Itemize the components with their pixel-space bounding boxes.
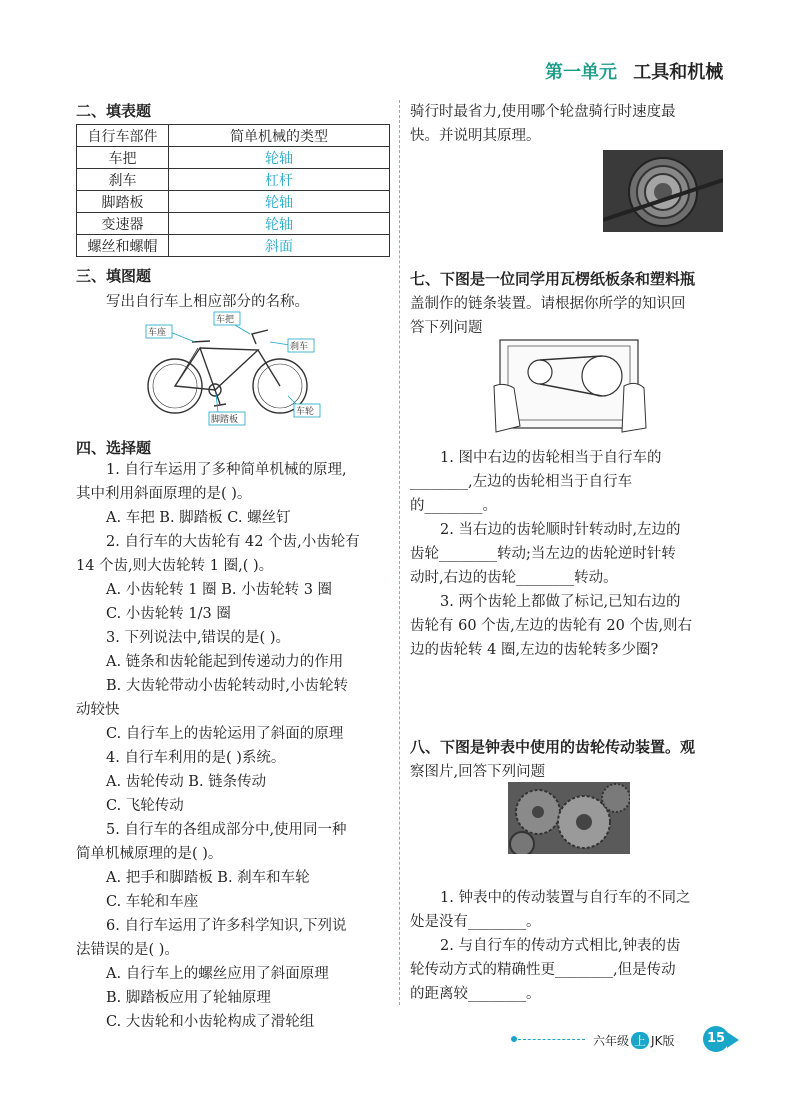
page-footer — [513, 1030, 743, 1050]
footer-dash-line — [513, 1039, 585, 1040]
q7-1-line: ________,左边的齿轮相当于自行车 — [410, 474, 633, 490]
page-header — [545, 58, 723, 84]
q7-2-line: 齿轮________转动;当左边的齿轮逆时针转 — [410, 546, 676, 562]
unit-topic: 工具和机械 — [633, 62, 724, 83]
section7-title: 七、下图是一位同学用瓦楞纸板条和塑料瓶 — [410, 270, 696, 288]
q7-3-line: 3. 两个齿轮上都做了标记,已知右边的 — [440, 594, 681, 610]
footer-grade — [593, 1032, 674, 1049]
option-line: C. 小齿轮转 1/3 圈 — [106, 606, 231, 622]
section7-title-line: 答下列问题 — [410, 320, 483, 336]
table-header-row — [77, 125, 390, 147]
section8-title: 八、下图是钟表中使用的齿轮传动装置。观 — [410, 738, 696, 756]
option-line: C. 车轮和车座 — [106, 894, 199, 910]
option-line: A. 把手和脚踏板 B. 刹车和车轮 — [106, 870, 310, 886]
table-cell-answer: 轮轴 — [169, 191, 390, 213]
label-brake: 刹车 — [290, 342, 309, 352]
option-line: A. 齿轮传动 B. 链条传动 — [106, 774, 267, 790]
continued-question-line: 骑行时最省力,使用哪个轮盘骑行时速度最 — [410, 104, 676, 120]
q7-1-line: 1. 图中右边的齿轮相当于自行车的 — [440, 450, 662, 466]
term-badge: 上 — [631, 1032, 649, 1049]
table-cell-answer: 轮轴 — [169, 147, 390, 169]
section4-title: 四、选择题 — [76, 439, 152, 457]
question-line: 5. 自行车的各组成部分中,使用同一种 — [106, 822, 347, 838]
grade-label: 六年级 — [593, 1034, 630, 1048]
q7-2-line: 2. 当右边的齿轮顺时针转动时,左边的 — [440, 522, 681, 538]
option-line: B. 脚踏板应用了轮轴原理 — [106, 990, 271, 1006]
question-line: 法错误的是( )。 — [76, 942, 179, 958]
q8-1-line: 处是没有________。 — [410, 914, 541, 930]
section7-title-line: 盖制作的链条装置。请根据你所学的知识回 — [410, 296, 686, 312]
question-line: 6. 自行车运用了许多科学知识,下列说 — [106, 918, 347, 934]
q8-2-line: 2. 与自行车的传动方式相比,钟表的齿 — [440, 938, 681, 954]
q8-2-line: 轮传动方式的精确性更________,但是传动 — [410, 962, 676, 978]
label-seat: 车座 — [148, 328, 167, 338]
machine-type-table — [76, 124, 390, 257]
table-cell-part: 车把 — [77, 147, 169, 169]
edition-label: JK版 — [651, 1034, 675, 1048]
question-line: 其中利用斜面原理的是( )。 — [76, 486, 252, 502]
section3-prompt: 写出自行车上相应部分的名称。 — [106, 294, 309, 310]
option-line: A. 小齿轮转 1 圈 B. 小齿轮转 3 圈 — [106, 582, 333, 598]
section2-title: 二、填表题 — [76, 102, 152, 120]
label-pedal: 脚踏板 — [211, 415, 239, 425]
table-row — [77, 235, 390, 257]
question-line: 简单机械原理的是( )。 — [76, 846, 223, 862]
option-line: A. 链条和齿轮能起到传递动力的作用 — [106, 654, 344, 670]
option-line: C. 飞轮传动 — [106, 798, 184, 814]
label-handlebar: 车把 — [216, 315, 235, 325]
option-line: C. 自行车上的齿轮运用了斜面的原理 — [106, 726, 344, 742]
table-cell-answer: 斜面 — [169, 235, 390, 257]
table-row — [77, 213, 390, 235]
question-line: 1. 自行车运用了多种简单机械的原理, — [106, 462, 347, 478]
q7-1-line: 的________。 — [410, 498, 497, 514]
column-divider — [399, 100, 400, 1005]
table-cell-part: 刹车 — [77, 169, 169, 191]
q7-2-line: 动时,右边的齿轮________转动。 — [410, 570, 618, 586]
table-header-part: 自行车部件 — [77, 125, 169, 147]
option-line: A. 自行车上的螺丝应用了斜面原理 — [106, 966, 329, 982]
table-cell-part: 变速器 — [77, 213, 169, 235]
option-line: C. 大齿轮和小齿轮构成了滑轮组 — [106, 1014, 315, 1030]
table-cell-part: 脚踏板 — [77, 191, 169, 213]
unit-title: 第一单元 — [545, 62, 617, 83]
question-line: 14 个齿,则大齿轮转 1 圈,( )。 — [76, 558, 274, 574]
option-line: 动较快 — [76, 702, 120, 718]
question-line: 2. 自行车的大齿轮有 42 个齿,小齿轮有 — [106, 534, 360, 550]
q7-3-line: 边的齿轮转 4 圈,左边的齿轮转多少圈? — [410, 642, 659, 658]
page-number: 15 — [703, 1026, 729, 1052]
table-cell-answer: 杠杆 — [169, 169, 390, 191]
clock-gears-photo — [508, 782, 630, 854]
bicycle-figure — [130, 308, 330, 433]
label-wheel: 车轮 — [296, 407, 315, 417]
q8-2-line: 的距离较________。 — [410, 986, 541, 1002]
option-line: B. 大齿轮带动小齿轮转动时,小齿轮转 — [106, 678, 348, 694]
table-row — [77, 147, 390, 169]
table-cell-part: 螺丝和螺帽 — [77, 235, 169, 257]
chain-device-figure — [490, 336, 650, 436]
question-line: 4. 自行车利用的是( )系统。 — [106, 750, 286, 766]
section3-title: 三、填图题 — [76, 267, 152, 285]
continued-question-line: 快。并说明其原理。 — [410, 128, 541, 144]
option-line: A. 车把 B. 脚踏板 C. 螺丝钉 — [106, 510, 291, 526]
page-arrow-icon — [727, 1032, 739, 1048]
table-row — [77, 191, 390, 213]
q8-1-line: 1. 钟表中的传动装置与自行车的不同之 — [440, 890, 691, 906]
table-cell-answer: 轮轴 — [169, 213, 390, 235]
q7-3-line: 齿轮有 60 个齿,左边的齿轮有 20 个齿,则右 — [410, 618, 693, 634]
question-line: 3. 下列说法中,错误的是( )。 — [106, 630, 290, 646]
gear-cassette-photo — [603, 150, 723, 232]
section8-title-line: 察图片,回答下列问题 — [410, 764, 546, 780]
table-header-type: 简单机械的类型 — [169, 125, 390, 147]
table-row — [77, 169, 390, 191]
